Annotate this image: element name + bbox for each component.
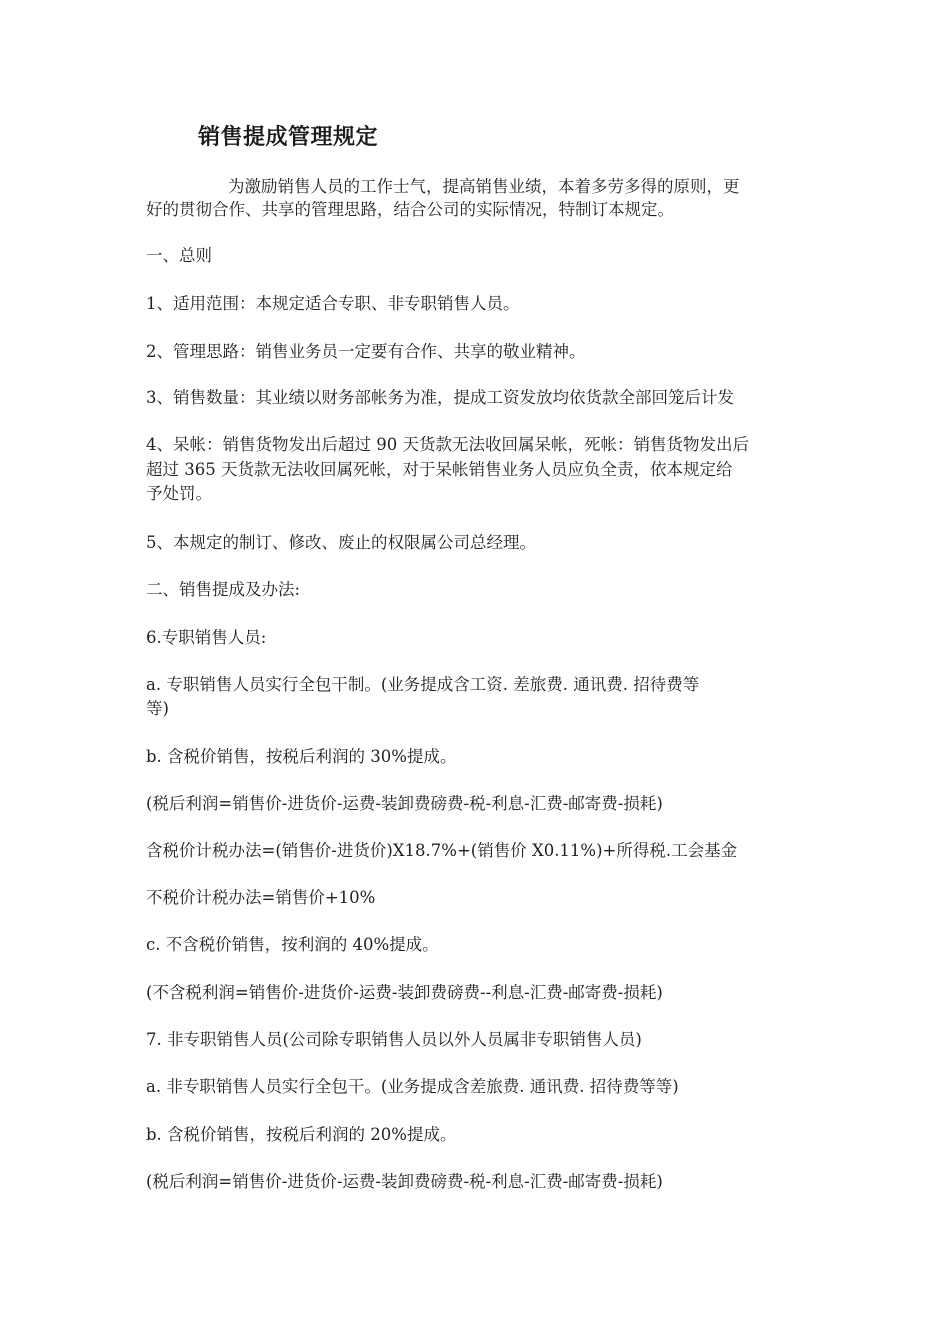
clause-item-line: 超过 365 天货款无法收回属死帐，对于呆帐销售业务人员应负全责，依本规定给: [146, 460, 733, 479]
sub-item: c. 不含税价销售，按利润的 40%提成。: [146, 935, 439, 954]
formula-line: (税后利润=销售价-进货价-运费-装卸费磅费-税-利息-汇费-邮寄费-损耗): [146, 1172, 663, 1191]
clause-item: 2、管理思路：销售业务员一定要有合作、共享的敬业精神。: [146, 342, 586, 361]
clause-item: 5、本规定的制订、修改、废止的权限属公司总经理。: [146, 533, 536, 552]
clause-item-line: 4、呆帐：销售货物发出后超过 90 天货款无法收回属呆帐，死帐：销售货物发出后: [146, 435, 749, 454]
clause-item: 1、适用范围：本规定适合专职、非专职销售人员。: [146, 294, 520, 313]
intro-paragraph-line: 为激励销售人员的工作士气，提高销售业绩，本着多劳多得的原则，更: [228, 177, 740, 196]
sub-item: a. 非专职销售人员实行全包干。(业务提成含差旅费. 通讯费. 招待费等等): [146, 1077, 679, 1096]
formula-line: (税后利润=销售价-进货价-运费-装卸费磅费-税-利息-汇费-邮寄费-损耗): [146, 794, 663, 813]
sub-item-line: a. 专职销售人员实行全包干制。(业务提成含工资. 差旅费. 通讯费. 招待费等: [146, 675, 700, 694]
section-heading: 一、总则: [146, 246, 212, 265]
sub-item: b. 含税价销售，按税后利润的 20%提成。: [146, 1125, 457, 1144]
formula-line: 不税价计税办法=销售价+10%: [146, 888, 376, 907]
clause-item: 3、销售数量：其业绩以财务部帐务为准，提成工资发放均依货款全部回笼后计发: [146, 388, 734, 407]
clause-item: 7. 非专职销售人员(公司除专职销售人员以外人员属非专职销售人员): [146, 1030, 642, 1049]
clause-item-line: 予处罚。: [146, 484, 212, 503]
document-title: 销售提成管理规定: [198, 125, 379, 150]
clause-item: 6.专职销售人员:: [146, 628, 267, 647]
formula-line: 含税价计税办法=(销售价-进货价)X18.7%+(销售价 X0.11%)+所得税.工会基金: [146, 841, 738, 860]
formula-line: (不含税利润=销售价-进货价-运费-装卸费磅费--利息-汇费-邮寄费-损耗): [146, 983, 663, 1002]
intro-paragraph-line: 好的贯彻合作、共享的管理思路，结合公司的实际情况，特制订本规定。: [146, 200, 674, 219]
sub-item: b. 含税价销售，按税后利润的 30%提成。: [146, 747, 457, 766]
section-heading: 二、销售提成及办法:: [146, 580, 301, 599]
sub-item-line: 等): [146, 699, 169, 718]
